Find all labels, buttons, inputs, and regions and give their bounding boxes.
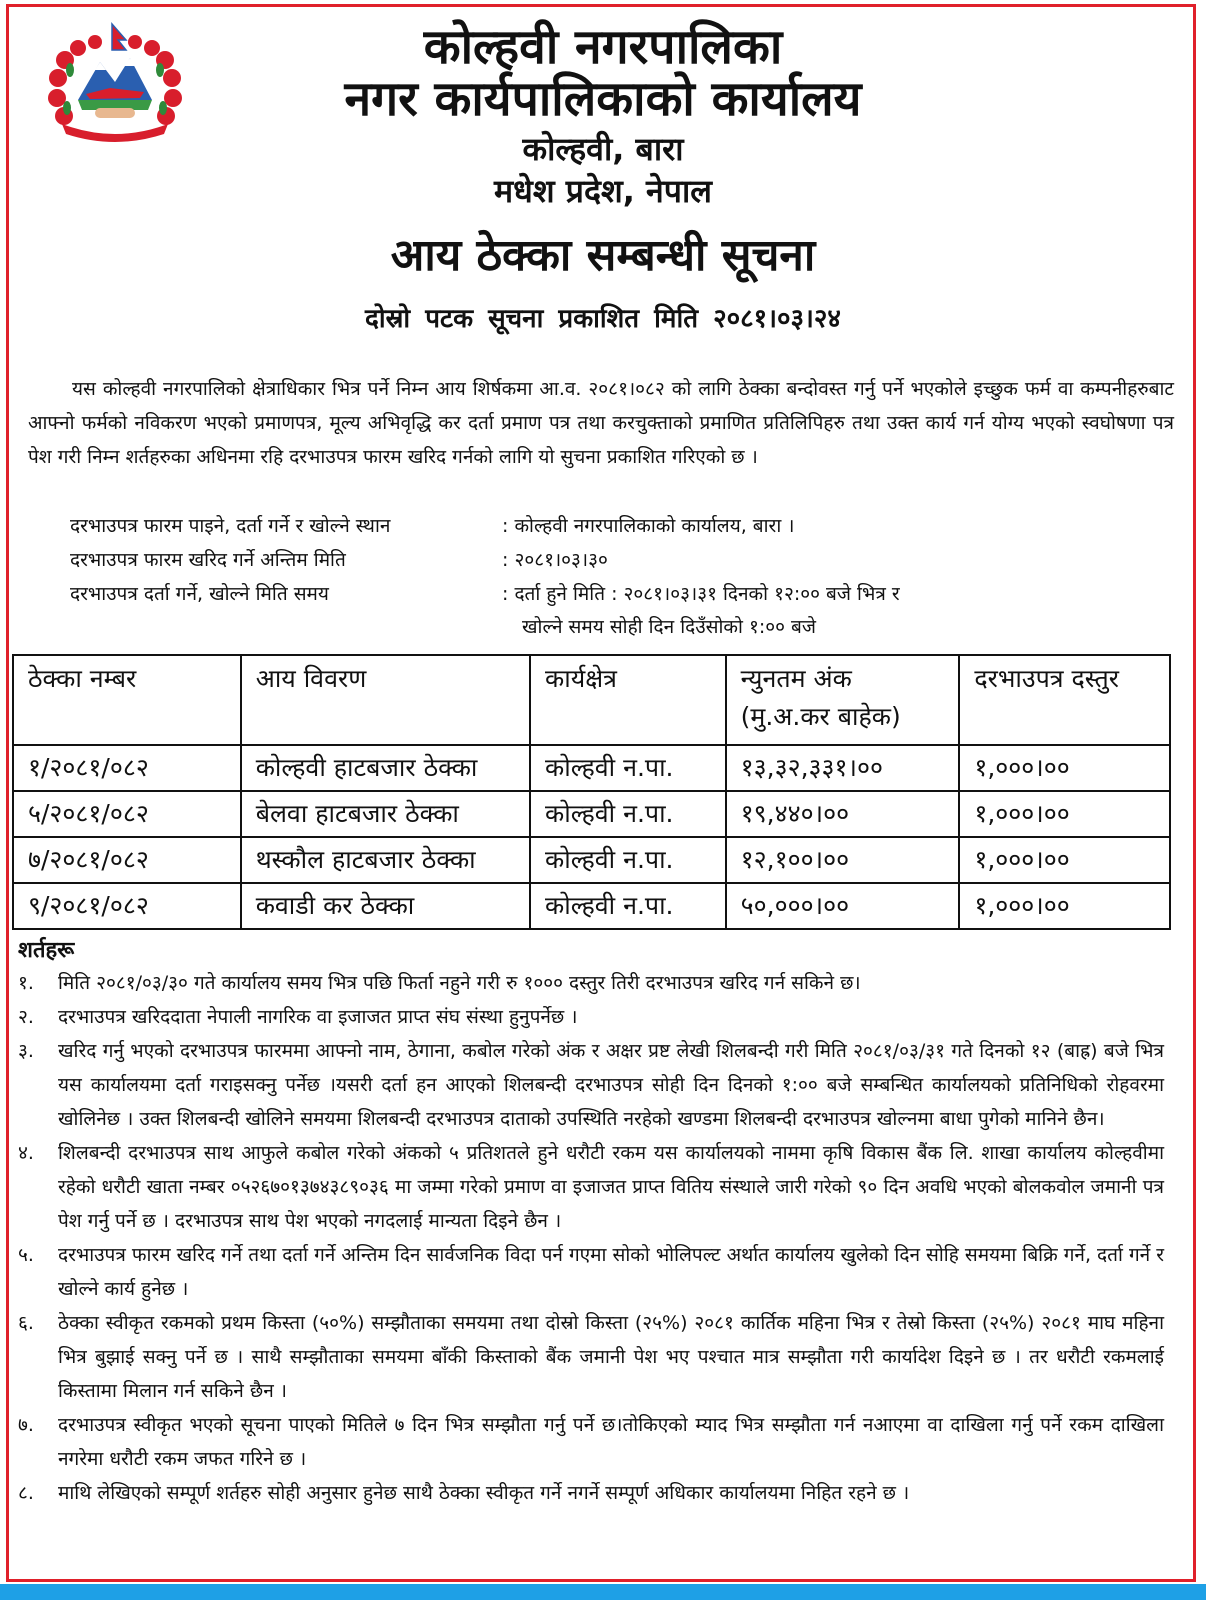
condition-item bbox=[18, 1408, 1164, 1476]
condition-text: दरभाउपत्र स्वीकृत भएको सूचना पाएको मितिले ७ दिन भित्र सम्झौता गर्नु पर्ने छ।तोकिएको म्याद भित्र सम्झौता गर्न नआएमा वा दाखिला गर्नु पर्ने रकम दाखिला नगरेमा धरौटी रकम जफत गरिने छ । bbox=[58, 1414, 1164, 1470]
condition-number: १. bbox=[18, 972, 34, 994]
condition-item bbox=[18, 966, 1164, 1000]
cell-bid-fee: १,०००।०० bbox=[959, 883, 1170, 929]
cell-work-area: कोल्हवी न.पा. bbox=[530, 745, 726, 791]
info-label: दरभाउपत्र फारम खरिद गर्ने अन्तिम मिति bbox=[70, 549, 346, 571]
bottom-color-strip bbox=[0, 1584, 1206, 1600]
cell-bid-fee: १,०००।०० bbox=[959, 745, 1170, 791]
condition-item bbox=[18, 1000, 1164, 1034]
table-row bbox=[13, 791, 1170, 837]
info-value: : दर्ता हुने मिति : २०८१।०३।३१ दिनको १२:०० बजे भित्र र bbox=[502, 583, 900, 605]
info-value: : कोल्हवी नगरपालिकाको कार्यालय, बारा । bbox=[502, 515, 795, 537]
condition-item bbox=[18, 1306, 1164, 1408]
condition-text: ठेक्का स्वीकृत रकमको प्रथम किस्ता (५०%) सम्झौताका समयमा तथा दोस्रो किस्ता (२५%) २०८१ कार्तिक महिना भित्र र तेस्रो किस्ता (२५%) २०८१ माघ महिना भित्र बुझाई सक्नु पर्ने छ । साथै सम्झौताका समयमा बाँकी किस्ताको बैंक जमानी पेश भए पश्चात मात्र सम्झौता गरी कार्यादेश दिइने छ । तर धरौटी रकमलाई किस्तामा मिलान गर्न सकिने छैन । bbox=[58, 1312, 1164, 1402]
info-label: दरभाउपत्र फारम पाइने, दर्ता गर्ने र खोल्ने स्थान bbox=[70, 515, 391, 537]
cell-contract-number: ९/२०८१/०८२ bbox=[13, 883, 241, 929]
contract-table bbox=[12, 654, 1171, 930]
condition-text: खरिद गर्नु भएको दरभाउपत्र फारममा आफ्नो नाम, ठेगाना, कबोल गरेको अंक र अक्षर प्रष्ट लेखी शिलबन्दी गरी मिति २०८१/०३/३१ गते दिनको १२ (बाह्र) बजे भित्र यस कार्यालयमा दर्ता गराइसक्नु पर्नेछ ।यसरी दर्ता हन आएको शिलबन्दी दरभाउपत्र सोही दिन दिनको १:०० बजे सम्बन्धित कार्यालयको प्रतिनिधिको रोहवरमा खोलिनेछ । उक्त शिलबन्दी खोलिने समयमा शिलबन्दी दरभाउपत्र दाताको उपस्थिति नरहेको खण्डमा शिलबन्दी दरभाउपत्र खोल्नमा बाधा पुगेको मानिने छैन। bbox=[58, 1040, 1164, 1130]
office-name: कोल्हवी नगरपालिका bbox=[423, 19, 783, 75]
condition-item bbox=[18, 1136, 1164, 1238]
condition-item bbox=[18, 1476, 1164, 1510]
col-header-bid-fee: दरभाउपत्र दस्तुर bbox=[959, 655, 1170, 745]
cell-contract-number: ५/२०८१/०८२ bbox=[13, 791, 241, 837]
office-province: मधेश प्रदेश, नेपाल bbox=[494, 172, 712, 210]
info-value: : २०८१।०३।३० bbox=[502, 549, 608, 571]
col-header-work-area: कार्यक्षेत्र bbox=[530, 655, 726, 745]
cell-bid-fee: १,०००।०० bbox=[959, 791, 1170, 837]
col-header-minimum-amount bbox=[726, 655, 960, 745]
notice-publish-date: दोस्रो पटक सूचना प्रकाशित मिति २०८१।०३।२४ bbox=[365, 304, 841, 334]
office-subtitle: नगर कार्यपालिकाको कार्यालय bbox=[344, 71, 862, 127]
cell-work-area: कोल्हवी न.पा. bbox=[530, 791, 726, 837]
cell-income-description: बेलवा हाटबजार ठेक्का bbox=[241, 791, 530, 837]
condition-item bbox=[18, 1034, 1164, 1136]
cell-bid-fee: १,०००।०० bbox=[959, 837, 1170, 883]
col-header-vat-note: (मु.अ.कर बाहेक) bbox=[740, 702, 901, 731]
condition-text: शिलबन्दी दरभाउपत्र साथ आफुले कबोल गरेको अंकको ५ प्रतिशतले हुने धरौटी रकम यस कार्यालयको नाममा कृषि विकास बैंक लि. शाखा कार्यालय कोल्हवीमा रहेको धरौटी खाता नम्बर ०५२६७०१३७४३८९०३६ मा जम्मा गरेको प्रमाण वा इजाजत प्राप्त वितिय संस्थाले जारी गरेको ९० दिन अवधि भएको बोलकवोल जमानी पत्र पेश गर्नु पर्ने छ । दरभाउपत्र साथ पेश भएको नगदलाई मान्यता दिइने छैन । bbox=[58, 1142, 1164, 1232]
intro-paragraph: यस कोल्हवी नगरपालिको क्षेत्राधिकार भित्र पर्ने निम्न आय शिर्षकमा आ.व. २०८१।०८२ को लागि ठेक्का बन्दोवस्त गर्नु पर्ने भएकोले इच्छुक फर्म वा कम्पनीहरुबाट आफ्नो फर्मको नविकरण भएको प्रमाणपत्र, मूल्य अभिवृद्धि कर दर्ता प्रमाण पत्र तथा करचुक्ताको प्रमाणित प्रतिलिपिहरु तथा उक्त कार्य गर्न योग्य भएको स्वघोषणा पत्र पेश गरी निम्न शर्तहरुका अधिनमा रहि दरभाउपत्र फारम खरिद गर्नको लागि यो सुचना प्रकाशित गरिएको छ । bbox=[28, 378, 1174, 468]
condition-text: दरभाउपत्र खरिददाता नेपाली नागरिक वा इजाजत प्राप्त संघ संस्था हुनुपर्नेछ । bbox=[58, 1006, 578, 1028]
condition-text: मिति २०८१/०३/३० गते कार्यालय समय भित्र पछि फिर्ता नहुने गरी रु १००० दस्तुर तिरी दरभाउपत्र खरिद गर्न सकिने छ। bbox=[58, 972, 861, 994]
conditions-heading: शर्तहरू bbox=[18, 938, 75, 963]
col-header-income-description: आय विवरण bbox=[241, 655, 530, 745]
table-row bbox=[13, 745, 1170, 791]
table-header-row bbox=[13, 655, 1170, 745]
condition-number: ५. bbox=[18, 1244, 34, 1266]
cell-minimum-amount: १२,१००।०० bbox=[726, 837, 960, 883]
info-value-continued: खोल्ने समय सोही दिन दिउँसोको १:०० बजे bbox=[522, 616, 816, 638]
table-row bbox=[13, 837, 1170, 883]
cell-work-area: कोल्हवी न.पा. bbox=[530, 883, 726, 929]
cell-minimum-amount: १९,४४०।०० bbox=[726, 791, 960, 837]
cell-minimum-amount: ५०,०००।०० bbox=[726, 883, 960, 929]
col-header-minimum-amount-label: न्युनतम अंक bbox=[740, 664, 852, 693]
condition-number: २. bbox=[18, 1006, 34, 1028]
info-label: दरभाउपत्र दर्ता गर्ने, खोल्ने मिति समय bbox=[70, 583, 329, 605]
notice-title: आय ठेक्का सम्बन्धी सूचना bbox=[390, 230, 816, 281]
cell-income-description: थस्कौल हाटबजार ठेक्का bbox=[241, 837, 530, 883]
cell-contract-number: ७/२०८१/०८२ bbox=[13, 837, 241, 883]
condition-text: दरभाउपत्र फारम खरिद गर्ने तथा दर्ता गर्ने अन्तिम दिन सार्वजनिक विदा पर्न गएमा सोको भोलिपल्ट अर्थात कार्यालय खुलेको दिन सोहि समयमा बिक्रि गर्ने, दर्ता गर्ने र खोल्ने कार्य हुनेछ । bbox=[58, 1244, 1164, 1300]
cell-work-area: कोल्हवी न.पा. bbox=[530, 837, 726, 883]
cell-income-description: कोल्हवी हाटबजार ठेक्का bbox=[241, 745, 530, 791]
condition-number: ३. bbox=[18, 1040, 34, 1062]
conditions-list bbox=[18, 966, 1164, 1510]
col-header-contract-number: ठेक्का नम्बर bbox=[13, 655, 241, 745]
cell-income-description: कवाडी कर ठेक्का bbox=[241, 883, 530, 929]
cell-minimum-amount: १३,३२,३३१।०० bbox=[726, 745, 960, 791]
condition-text: माथि लेखिएको सम्पूर्ण शर्तहरु सोही अनुसार हुनेछ साथै ठेक्का स्वीकृत गर्ने नगर्ने सम्पूर्ण अधिकार कार्यालयमा निहित रहने छ । bbox=[58, 1482, 910, 1504]
condition-number: ८. bbox=[18, 1482, 34, 1504]
cell-contract-number: १/२०८१/०८२ bbox=[13, 745, 241, 791]
condition-number: ४. bbox=[18, 1142, 34, 1164]
condition-number: ६. bbox=[18, 1312, 34, 1334]
table-row bbox=[13, 883, 1170, 929]
office-location: कोल्हवी, बारा bbox=[522, 130, 684, 168]
condition-item bbox=[18, 1238, 1164, 1306]
condition-number: ७. bbox=[18, 1414, 34, 1436]
